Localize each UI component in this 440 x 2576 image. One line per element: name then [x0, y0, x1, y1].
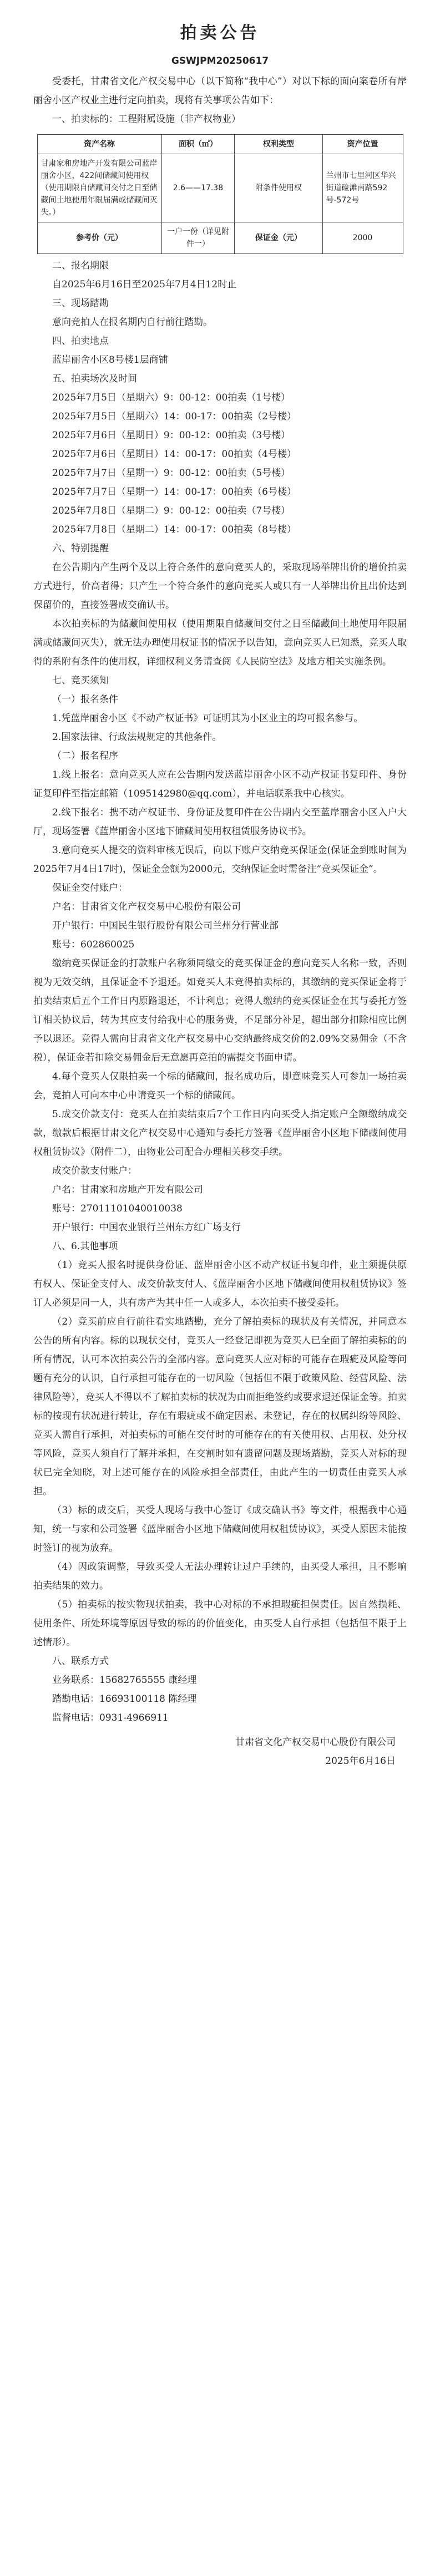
payment-account-title: 成交价款支付账户：	[52, 1165, 137, 1177]
price-value: 一户一份（详见附件一）	[161, 222, 235, 254]
section-8-heading: 八、6.其他事项	[52, 1241, 118, 1252]
other-item-3: （3）标的成交后，买受人现场与我中心签订《成交确认书》等文件，根据我中心通知，统一与家和公司签署《蓝岸丽舍小区地下储藏间使用权租赁协议》，买受人原因未能按时签订的视为放弃。	[33, 1505, 407, 1554]
signature-organization: 甘肃省文化产权交易中心股份有限公司	[235, 1737, 396, 1748]
schedule-item: 2025年7月6日（星期日）9：00-12：00拍卖（3号楼）	[52, 430, 291, 441]
section-7-heading: 七、竞买须知	[52, 675, 109, 686]
schedule-item: 2025年7月5日（星期六）9：00-12：00拍卖（1号楼）	[52, 392, 291, 403]
auction-schedule	[0, 388, 440, 539]
asset-location: 兰州市七里河区华兴街道硷滩南路592号-572号	[322, 154, 403, 222]
schedule-item: 2025年7月5日（星期六）14：00-17：00拍卖（2号楼）	[52, 411, 296, 422]
deposit-label: 保证金（元）	[235, 222, 322, 254]
deposit-value: 2000	[322, 222, 403, 254]
payment-account-name: 户名：甘肃家和房地产开发有限公司	[52, 1184, 203, 1195]
asset-table	[37, 134, 403, 254]
deposit-account-bank: 开户银行：中国民生银行股份有限公司兰州分行营业部	[52, 920, 279, 931]
schedule-item: 2025年7月7日（星期一）9：00-12：00拍卖（5号楼）	[52, 468, 291, 479]
table-row	[37, 154, 403, 222]
payment-account-number: 账号：27011101040010038	[52, 1203, 183, 1214]
payment-account-bank: 开户银行：中国农业银行兰州东方红广场支行	[52, 1222, 241, 1233]
reminder-paragraph-1: 在公告期内产生两个及以上符合条件的意向竞买人的，采取现场举牌出价的增价拍卖方式进行，价高者得；只产生一个符合条件的意向竞买人或只有一人举牌出价且出价达到保留价的，直接签署成交确认书。	[33, 562, 407, 611]
section-1-heading: 一、拍卖标的：工程附属设施（非产权物业）	[52, 114, 241, 125]
intro-paragraph: 受委托，甘肃省文化产权交易中心（以下简称“我中心”）对以下标的面向案卷所有岸丽舍小区产权业主进行定向拍卖，现将有关事项公告如下：	[33, 76, 407, 106]
reminder-paragraph-2: 本次拍卖标的为储藏间使用权（使用期限自储藏间交付之日至储藏间土地使用年限届满或储藏间灭失），就无法办理使用权证书的情况予以告知，意向竞买人已知悉，竞买人取得的系附有条件的使用权，详细权利义务请查阅《人民防空法》及地方相关实施条例。	[33, 618, 407, 667]
schedule-item: 2025年7月7日（星期一）14：00-17：00拍卖（6号楼）	[52, 486, 296, 498]
procedure-payment: 5.成交价款支付：竞买人在拍卖结束后7个工作日内向买受人指定账户全额缴纳成交款，缴款后根据甘肃文化产权交易中心通知与委托方签署《蓝岸丽舍小区地下储藏间使用权租赁协议》（附件二），由物业公司配合办理相关移交手续。	[33, 1109, 407, 1158]
deposit-account-number: 账号：602860025	[52, 939, 135, 950]
document-code: GSWJPM20250617	[171, 55, 269, 67]
site-inspection-text: 意向竞拍人在报名期内自行前往踏勘。	[52, 317, 213, 328]
th-asset-name: 资产名称	[37, 135, 161, 154]
deposit-rules: 缴纳竞买保证金的打款账户名称须同缴交的竞买保证金的意向竞买人名称一致，否则视为无效交纳，且保证金不予退还。如竞买人未竞得拍卖标的，其缴纳的竞买保证金将于拍卖结束后五个工作日内原路退还，不计利息；竞得人缴纳的竞买保证金在其与委托方签订相关协议后，转为其应支付给我中心的服务费，不足部分补足，超出部分扣除相应比例予以退还。竞得人需向甘肃省文化产权交易中心交纳最终成交价的2.09%交易佣金（不含税），保证金若扣除交易佣金后无意愿再竞拍的需提交书面申请。	[33, 958, 407, 1063]
th-area: 面积（㎡）	[161, 135, 235, 154]
condition-1: 1.凭蓝岸丽舍小区《不动产权证书》可证明其为小区业主的均可报名参与。	[52, 713, 363, 724]
other-item-5: （5）拍卖标的按实物现状拍卖，我中心对标的不承担瑕疵担保责任。因自然损耗、使用条件、所处环境等原因导致的标的的价值变化，由买受人自行承担（包括但不限于上述情形）。	[33, 1599, 407, 1648]
contact-inspection: 踏勘电话：16693100118 陈经理	[52, 1693, 197, 1705]
th-right-type: 权利类型	[235, 135, 322, 154]
schedule-item: 2025年7月6日（星期日）14：00-17：00拍卖（4号楼）	[52, 449, 296, 460]
subsection-registration-procedure: （二）报名程序	[52, 751, 118, 762]
other-item-4: （4）因政策调整，导致买受人无法办理转让过户手续的，由买受人承担，且不影响拍卖结果的效力。	[33, 1561, 407, 1591]
asset-name: 甘肃家和房地产开发有限公司蓝岸丽舍小区，422间储藏间使用权（使用期限自储藏间交付之日至储藏间土地使用年限届满或储藏间灭失。）	[37, 154, 161, 222]
deposit-account-name: 户名：甘肃省文化产权交易中心股份有限公司	[52, 901, 241, 912]
table-header-row	[37, 135, 403, 154]
procedure-offline: 2.线下报名：携不动产权证书、身份证及复印件在公告期内交至蓝岸丽舍小区入户大厅，现场签署《蓝岸丽舍小区地下储藏间使用权租赁服务协议书》。	[33, 807, 407, 837]
section-3-heading: 三、现场踏勘	[52, 298, 109, 309]
deposit-account-title: 保证金交付账户：	[52, 883, 128, 894]
procedure-deposit: 3.意向竞买人提交的资料审核无误后，向以下账户交纳竞买保证金(保证金到账时间为2025年7月4日17时)，保证金金额为2000元，交纳保证金时需备注“竞买保证金”。	[33, 845, 407, 875]
other-item-2: （2）竞买前应自行前往看实地踏勘，充分了解拍卖标的现状及有关情况，并同意本公告的所有内容。标的以现状交付，竞买人一经登记即视为竞买人已全面了解拍卖标的的所有情况，认可本次拍卖公告的全部内容。意向竞买人应对标的可能存在瑕疵及风险等问题有充分的认识，自行承担可能存在的一切风险（包括但不限于政策风险、经营风险、法律风险等），竞买人不得以不了解拍卖标的状况为由而拒绝签约或要求退还保证金等。拍卖标的按现有状况进行转让，存在有瑕疵或不确定因素、未登记，存在的权属纠纷等风险、竞买人需自行承担，对拍卖标的可能在交付时的可能存在的有关使用权、占用权、处分权等风险，竞买人须自行了解并承担，在交割时如有遗留问题及现场踏勘，竞买人对标的现状已完全知晓，对上述可能存在的风险承担全部责任，由此产生的一切责任由竞买人承担。	[33, 1316, 407, 1497]
schedule-item: 2025年7月8日（星期二）14：00-17：00拍卖（8号楼）	[52, 524, 296, 535]
section-4-heading: 四、拍卖地点	[52, 336, 109, 347]
condition-2: 2.国家法律、行政法规规定的其他条件。	[52, 732, 222, 743]
section-5-heading: 五、拍卖场次及时间	[52, 373, 137, 384]
contact-business: 业务联系：15682765555 康经理	[52, 1675, 197, 1686]
th-location: 资产位置	[322, 135, 403, 154]
asset-right-type: 附条件使用权	[235, 154, 322, 222]
section-6-heading: 六、特别提醒	[52, 543, 109, 554]
signature-date: 2025年6月16日	[325, 1756, 396, 1767]
other-item-1: （1）竞买人报名时提供身份证、蓝岸丽舍小区不动产权证书复印件，业主须提供原有权人、保证金支付人、成交价款支付人、《蓝岸丽舍小区地下储藏间使用权租赁协议》签订人必须是同一人，共有房产为其中任一人或多人，本次拍卖不接受委托。	[33, 1260, 407, 1309]
section-2-heading: 二、报名期限	[52, 260, 109, 271]
schedule-item: 2025年7月8日（星期二）9：00-12：00拍卖（7号楼）	[52, 505, 291, 516]
table-row	[37, 222, 403, 254]
contact-heading: 八、联系方式	[52, 1656, 109, 1667]
contact-supervision: 监督电话：0931-4966911	[52, 1712, 169, 1723]
page-title: 拍卖公告	[180, 23, 260, 43]
auction-location: 蓝岸丽舍小区8号楼1层商铺	[52, 354, 168, 366]
asset-area: 2.6——17.38	[161, 154, 235, 222]
procedure-limit: 4.每个竞买人仅限拍卖一个标的储藏间，报名成功后，即意味竞买人可参加一场拍卖会，竞拍人可向本中心申请竞买一个标的储藏间。	[33, 1071, 407, 1101]
price-label: 参考价（元）	[37, 222, 161, 254]
subsection-registration-conditions: （一）报名条件	[52, 694, 118, 705]
registration-period: 自2025年6月16日至2025年7月4日12时止	[52, 279, 237, 290]
procedure-online: 1.线上报名：意向竞买人应在公告期内发送蓝岸丽舍小区不动产权证书复印件、身份证复印件至指定邮箱（1095142980@qq.com），并电话联系我中心核实。	[33, 769, 407, 799]
